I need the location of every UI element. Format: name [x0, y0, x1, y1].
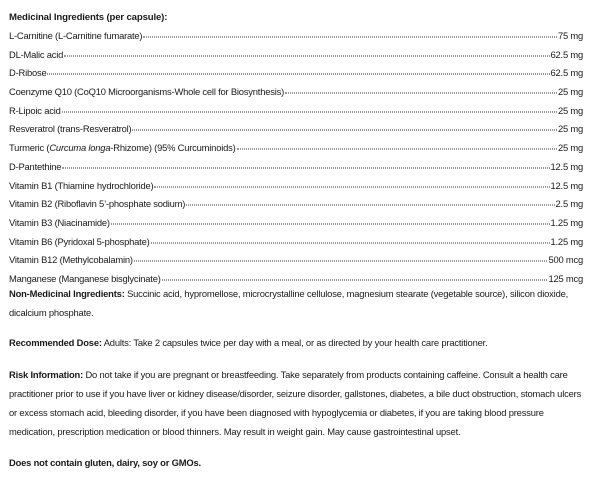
- risk-information-text: Do not take if you are pregnant or breastfeeding. Take separately from products containing caffeine. Consult a health care practitioner prior to use if you have liver or kidney disease/disorder, seizure disorder, gallstones, diabetes, a bile duct obstruction, stomach ulcers or excess stomach acid, bleeding disorder, if you have been diagnosed with hypoglycemia or diabetes, if you are taking blood pressure medication, prescription medication or blood thinners. May result in weight gain. May cause gastrointestinal upset.: [9, 369, 582, 437]
- ingredient-row: [9, 255, 583, 274]
- ingredient-row: [9, 87, 583, 106]
- ingredient-amount: 1.25 mg: [550, 216, 583, 228]
- allergen-statement: Does not contain gluten, dairy, soy or GMOs.: [9, 457, 201, 468]
- ingredient-amount: 62.5 mg: [550, 48, 583, 60]
- dot-leader: [162, 279, 548, 280]
- ingredient-row: [9, 143, 583, 162]
- dot-leader: [64, 55, 549, 56]
- ingredient-name: DL-Malic acid: [9, 48, 64, 60]
- ingredient-name: Vitamin B1 (Thiamine hydrochloride): [9, 179, 154, 191]
- ingredient-row: [9, 218, 583, 237]
- risk-information: [9, 365, 585, 441]
- ingredient-row: [9, 162, 583, 181]
- ingredient-amount: 75 mg: [557, 30, 583, 41]
- recommended-dose-label: Recommended Dose:: [9, 337, 102, 348]
- non-medicinal-label: Non-Medicinal Ingredients:: [9, 288, 125, 299]
- ingredient-amount: 25 mg: [557, 104, 583, 116]
- dot-leader: [237, 149, 557, 150]
- ingredient-name: R-Lipoic acid: [9, 104, 61, 116]
- ingredient-row: [9, 68, 583, 87]
- ingredient-row: [9, 124, 583, 143]
- ingredient-name: Vitamin B6 (Pyridoxal 5-phosphate): [9, 235, 150, 247]
- dot-leader: [143, 37, 557, 38]
- ingredient-amount: 62.5 mg: [550, 67, 583, 79]
- ingredient-name: L-Carnitine (L-Carnitine fumarate): [9, 30, 143, 41]
- ingredient-amount: 12.5 mg: [550, 179, 583, 191]
- ingredient-row: [9, 199, 583, 218]
- dot-leader: [132, 130, 556, 131]
- ingredient-name: Resveratrol (trans-Resveratrol): [9, 123, 132, 135]
- medicinal-ingredients-title: Medicinal Ingredients (per capsule):: [9, 12, 168, 23]
- dot-leader: [186, 205, 554, 206]
- ingredient-name: Turmeric (Curcuma longa-Rhizome) (95% Curcuminoids): [9, 142, 236, 154]
- dot-leader: [62, 111, 557, 112]
- ingredient-name: D-Pantethine: [9, 160, 62, 172]
- ingredient-amount: 25 mg: [557, 123, 583, 135]
- ingredient-amount: 25 mg: [557, 86, 583, 98]
- non-medicinal-text: Succinic acid, hypromellose, microcrystalline cellulose, magnesium stearate (vegetable source), silicon dioxide, dicalcium phosphate.: [9, 288, 569, 318]
- ingredient-amount: 125 mcg: [548, 272, 583, 284]
- ingredient-list: [9, 31, 583, 293]
- ingredient-amount: 12.5 mg: [550, 160, 583, 172]
- recommended-dose-text: Adults: Take 2 capsules twice per day with a meal, or as directed by your health care practitioner.: [103, 337, 488, 348]
- ingredient-name: Vitamin B2 (Riboflavin 5’-phosphate sodium): [9, 198, 186, 210]
- dot-leader: [154, 186, 549, 187]
- ingredient-amount: 25 mg: [557, 142, 583, 154]
- ingredient-row: [9, 31, 583, 50]
- ingredient-amount: 500 mcg: [548, 254, 583, 266]
- ingredient-row: [9, 50, 583, 69]
- dot-leader: [285, 93, 557, 94]
- ingredient-name: Vitamin B3 (Niacinamide): [9, 216, 110, 228]
- dot-leader: [134, 261, 548, 262]
- dot-leader: [62, 167, 549, 168]
- non-medicinal-ingredients: [9, 284, 585, 322]
- recommended-dose: [9, 333, 585, 352]
- ingredient-row: [9, 237, 583, 256]
- dot-leader: [47, 74, 549, 75]
- ingredient-amount: 2.5 mg: [555, 198, 583, 210]
- ingredient-amount: 1.25 mg: [550, 235, 583, 247]
- ingredient-row: [9, 106, 583, 125]
- ingredient-row: [9, 181, 583, 200]
- dot-leader: [151, 242, 550, 243]
- ingredient-name: Manganese (Manganese bisglycinate): [9, 272, 161, 284]
- dot-leader: [111, 223, 550, 224]
- ingredient-name: Coenzyme Q10 (CoQ10 Microorganisms-Whole cell for Biosynthesis): [9, 86, 284, 98]
- ingredient-name: Vitamin B12 (Methylcobalamin): [9, 254, 133, 266]
- risk-information-label: Risk Information:: [9, 369, 84, 380]
- ingredient-name: D-Ribose: [9, 67, 47, 79]
